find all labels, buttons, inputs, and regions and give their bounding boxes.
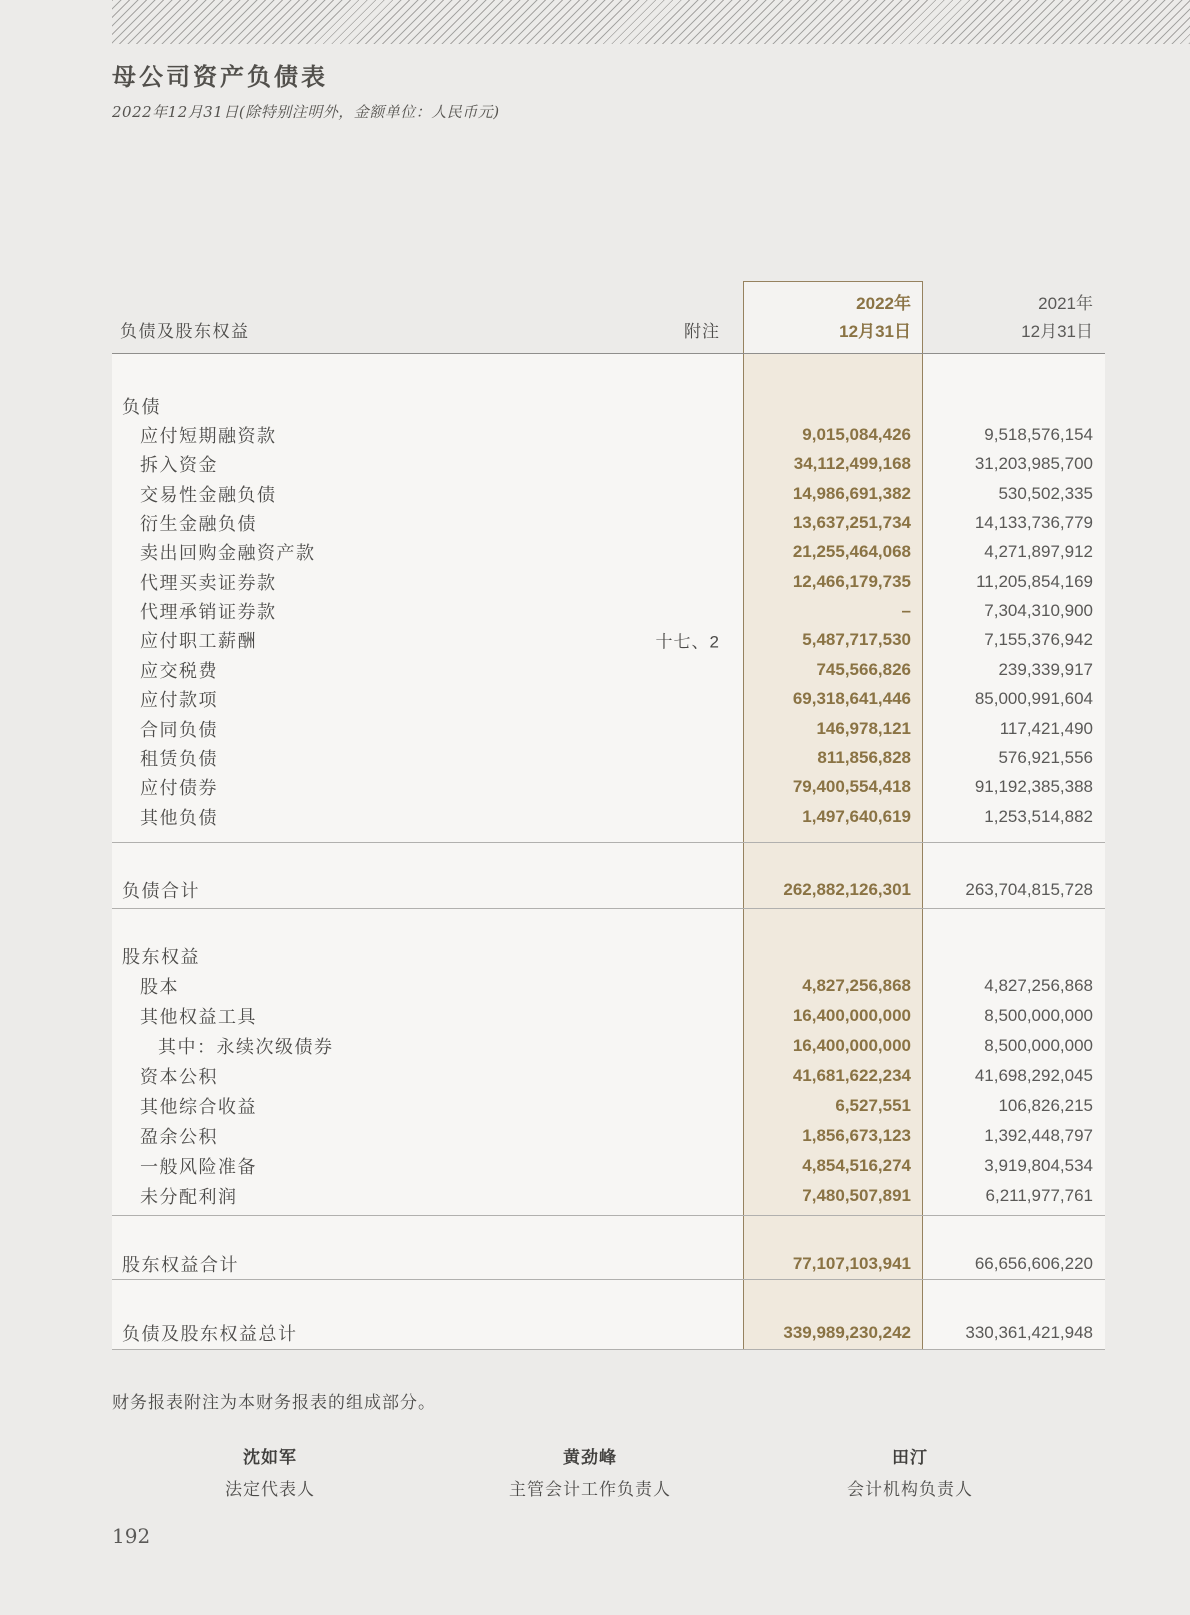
row-value-2022: 9,015,084,426 [802, 425, 911, 445]
page-subtitle: 2022年12月31日(除特别注明外，金额单位：人民币元) [112, 103, 500, 121]
row-label: 应交税费 [140, 660, 218, 681]
signer-name: 黄劲峰 [563, 1448, 617, 1467]
signer-name: 田汀 [892, 1448, 928, 1467]
row-value-2022: – [901, 601, 911, 621]
row-label: 股本 [140, 976, 179, 997]
row-value-2022: 21,255,464,068 [792, 542, 911, 562]
row-value-2021: 85,000,991,604 [974, 689, 1093, 709]
row-label: 负债 [122, 396, 161, 417]
table-row [112, 391, 1105, 420]
row-value-2022: 146,978,121 [816, 718, 911, 738]
row-value-2022: 4,827,256,868 [802, 975, 911, 995]
table-row [112, 971, 1105, 1001]
signature-block-legal-representative [120, 1446, 420, 1502]
row-value-2021: 11,205,854,169 [976, 571, 1093, 591]
row-value-2021: 4,827,256,868 [984, 975, 1093, 995]
row-label: 应付短期融资款 [140, 426, 277, 447]
row-label: 应付款项 [140, 690, 218, 711]
row-label: 其他权益工具 [140, 1006, 257, 1027]
balance-sheet-table [112, 281, 1105, 1350]
row-value-2022: 811,856,828 [817, 747, 911, 767]
row-label: 未分配利润 [140, 1186, 238, 1207]
row-value-2021: 8,500,000,000 [984, 1005, 1093, 1025]
table-row [112, 714, 1105, 743]
table-row [112, 596, 1105, 625]
row-value-2021: 1,392,448,797 [984, 1125, 1093, 1145]
signer-title: 主管会计工作负责人 [509, 1480, 671, 1499]
row-value-2021: 8,500,000,000 [984, 1035, 1093, 1055]
row-value-2022: 16,400,000,000 [792, 1005, 911, 1025]
table-row [112, 538, 1105, 567]
row-value-2022: 12,466,179,735 [792, 571, 911, 591]
signer-title: 法定代表人 [225, 1480, 315, 1499]
footnote: 财务报表附注为本财务报表的组成部分。 [112, 1393, 436, 1412]
row-value-2021: 91,192,385,388 [974, 777, 1093, 797]
row-value-2021: 7,155,376,942 [984, 630, 1093, 650]
table-row [112, 567, 1105, 596]
row-value-2022: 745,566,826 [816, 659, 911, 679]
column-header-note: 附注 [684, 322, 720, 341]
signer-name: 沈如军 [243, 1448, 297, 1467]
table-row [112, 941, 1105, 970]
row-label: 资本公积 [140, 1066, 218, 1087]
column-header-2021-date: 12月31日 [1021, 322, 1093, 341]
signature-block-accounting-head [740, 1446, 1080, 1502]
row-value-2021: 117,421,490 [999, 718, 1093, 738]
table-row [112, 684, 1105, 713]
row-label: 其他负债 [140, 807, 218, 828]
row-value-2022: 77,107,103,941 [792, 1253, 911, 1273]
row-value-2022: 262,882,126,301 [783, 879, 911, 899]
row-label: 合同负债 [140, 719, 218, 740]
row-value-2022: 69,318,641,446 [792, 689, 911, 709]
row-value-2021: 106,826,215 [998, 1095, 1093, 1115]
row-label: 一般风险准备 [140, 1156, 257, 1177]
row-label: 负债合计 [122, 880, 200, 901]
signature-block-chief-accountant [420, 1446, 760, 1502]
table-row [112, 655, 1105, 684]
row-note: 十七、2 [655, 632, 720, 652]
table-row [112, 479, 1105, 508]
row-label: 其中：永续次级债券 [158, 1036, 334, 1057]
signer-title: 会计机构负责人 [847, 1480, 973, 1499]
row-label: 代理买卖证券款 [140, 572, 277, 593]
table-row [112, 626, 1105, 655]
row-value-2021: 330,361,421,948 [965, 1322, 1093, 1342]
table-row [112, 450, 1105, 479]
row-label: 应付债券 [140, 778, 218, 799]
table-row [112, 1061, 1105, 1091]
row-value-2021: 4,271,897,912 [984, 542, 1093, 562]
table-row [112, 1121, 1105, 1151]
row-value-2022: 13,637,251,734 [792, 513, 911, 533]
table-row [112, 1249, 1105, 1279]
row-value-2021: 14,133,736,779 [974, 513, 1093, 533]
row-label: 负债及股东权益总计 [122, 1323, 298, 1344]
row-value-2022: 14,986,691,382 [792, 483, 911, 503]
column-header-2021-year: 2021年 [1038, 294, 1093, 313]
table-row [112, 875, 1105, 904]
row-value-2021: 66,656,606,220 [974, 1253, 1093, 1273]
row-value-2022: 5,487,717,530 [802, 630, 911, 650]
row-value-2022: 41,681,622,234 [792, 1065, 911, 1085]
table-rule [112, 1349, 1105, 1350]
row-label: 卖出回购金融资产款 [140, 543, 316, 564]
table-row [112, 1151, 1105, 1181]
row-label: 应付职工薪酬 [140, 631, 257, 652]
row-value-2022: 16,400,000,000 [792, 1035, 911, 1055]
table-row [112, 1091, 1105, 1121]
page-number: 192 [112, 1524, 151, 1548]
row-value-2022: 1,497,640,619 [802, 806, 911, 826]
row-value-2021: 31,203,985,700 [974, 454, 1093, 474]
table-row [112, 420, 1105, 449]
row-label: 其他综合收益 [140, 1096, 257, 1117]
row-label: 交易性金融负债 [140, 484, 277, 505]
row-value-2021: 239,339,917 [998, 659, 1093, 679]
table-row [112, 1031, 1105, 1061]
row-value-2022: 1,856,673,123 [802, 1125, 911, 1145]
row-label: 代理承销证券款 [140, 602, 277, 623]
table-row [112, 1318, 1105, 1348]
row-label: 拆入资金 [140, 455, 218, 476]
row-value-2022: 79,400,554,418 [792, 777, 911, 797]
row-value-2021: 6,211,977,761 [985, 1185, 1093, 1205]
row-label: 租赁负债 [140, 748, 218, 769]
row-label: 盈余公积 [140, 1126, 218, 1147]
row-value-2021: 7,304,310,900 [984, 601, 1093, 621]
table-row [112, 508, 1105, 537]
row-label: 股东权益合计 [122, 1254, 239, 1275]
row-value-2022: 7,480,507,891 [802, 1185, 911, 1205]
row-value-2022: 339,989,230,242 [783, 1322, 911, 1342]
table-row [112, 773, 1105, 802]
row-value-2021: 41,698,292,045 [974, 1065, 1093, 1085]
column-header-2022-year: 2022年 [856, 294, 911, 313]
table-row [112, 802, 1105, 831]
row-label: 衍生金融负债 [140, 514, 257, 535]
table-row [112, 1181, 1105, 1211]
table-row [112, 1001, 1105, 1031]
row-value-2022: 34,112,499,168 [793, 454, 911, 474]
row-value-2021: 9,518,576,154 [984, 425, 1093, 445]
row-value-2021: 263,704,815,728 [965, 879, 1093, 899]
row-value-2021: 576,921,556 [998, 747, 1093, 767]
row-value-2021: 3,919,804,534 [984, 1155, 1093, 1175]
row-value-2021: 1,253,514,882 [984, 806, 1093, 826]
column-header-label: 负债及股东权益 [120, 322, 250, 341]
row-value-2022: 6,527,551 [835, 1095, 911, 1115]
row-value-2021: 530,502,335 [998, 483, 1093, 503]
table-rows [112, 353, 1105, 1348]
row-value-2022: 4,854,516,274 [802, 1155, 911, 1175]
row-label: 股东权益 [122, 946, 200, 967]
page-title: 母公司资产负债表 [112, 62, 328, 91]
hatch-pattern [112, 0, 1190, 44]
table-row [112, 743, 1105, 772]
column-header-2022-date: 12月31日 [839, 322, 911, 341]
